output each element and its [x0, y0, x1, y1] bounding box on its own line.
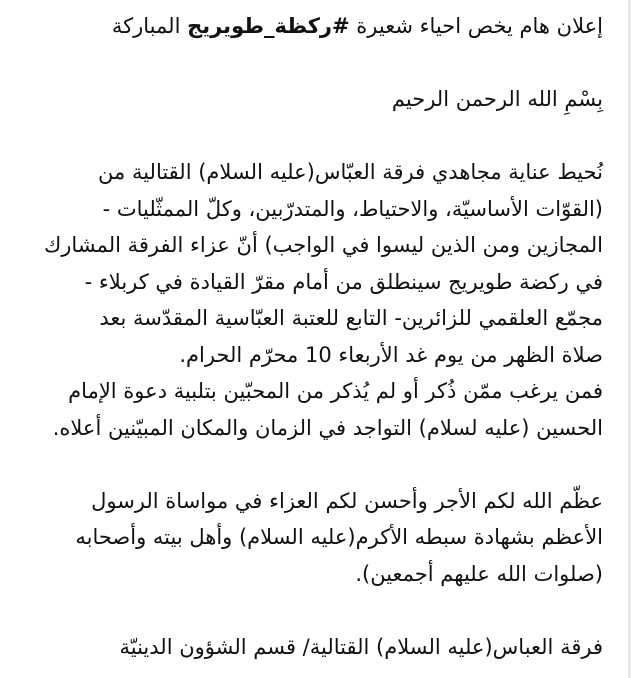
paragraph-invitation [24, 373, 603, 446]
blank-line [24, 446, 603, 483]
paragraph-line: مجمّع العلقمي للزائرين- التابع للعتبة العبّاسية المقدّسة بعد [99, 306, 603, 330]
paragraph-line: فمن يرغب ممّن ذُكر أو لم يُذكر من المحبّين بتلبية دعوة الإمام [68, 379, 603, 403]
paragraph-announcement [24, 154, 603, 373]
paragraph-line: صلاة الظهر من يوم غد الأربعاء 10 محرّم الحرام. [179, 342, 603, 367]
hashtag-link[interactable]: #ركظة_طويريج [187, 14, 350, 38]
paragraph-line: الأعظم بشهادة سبطه الأكرم(عليه السلام) وأهل بيته وأصحابه [75, 525, 603, 549]
paragraph-line: الحسين (عليه لسلام) التواجد في الزمان والمكان المبيّنين أعلاه. [52, 415, 603, 440]
paragraph-line: في ركضة طويريج سينطلق من أمام مقرّ القيادة في كربلاء - [84, 269, 603, 294]
paragraph-condolence [24, 483, 603, 593]
post-body [24, 8, 603, 665]
basmala-line: بِسْمِ الله الرحمن الرحيم [391, 87, 603, 111]
paragraph-line: نُحيط عناية مجاهدي فرقة العبّاس(عليه السلام) القتالية من [98, 160, 603, 184]
signature-line: فرقة العباس(عليه السلام) القتالية/ قسم الشؤون الدينيّة [119, 634, 603, 659]
paragraph-line: عظّم الله لكم الأجر وأحسن لكم العزاء في مواساة الرسول [91, 488, 603, 513]
blank-line [24, 118, 603, 155]
title-suffix: المباركة [111, 14, 181, 38]
post-title-line [24, 8, 603, 45]
paragraph-line: المجازين ومن الذين ليسوا في الواجب) أنّ عزاء الفرقة المشارك [43, 233, 603, 257]
paragraph-line: (صلوات الله عليهم أجمعين). [355, 561, 603, 586]
blank-line [24, 45, 603, 82]
title-prefix: إعلان هام يخص احياء شعيرة [356, 14, 603, 38]
paragraph-line: (القوّات الأساسيّة، والاحتياط، والمتدرّبين، وكلّ الممثّليات - [102, 196, 603, 221]
blank-line [24, 592, 603, 629]
